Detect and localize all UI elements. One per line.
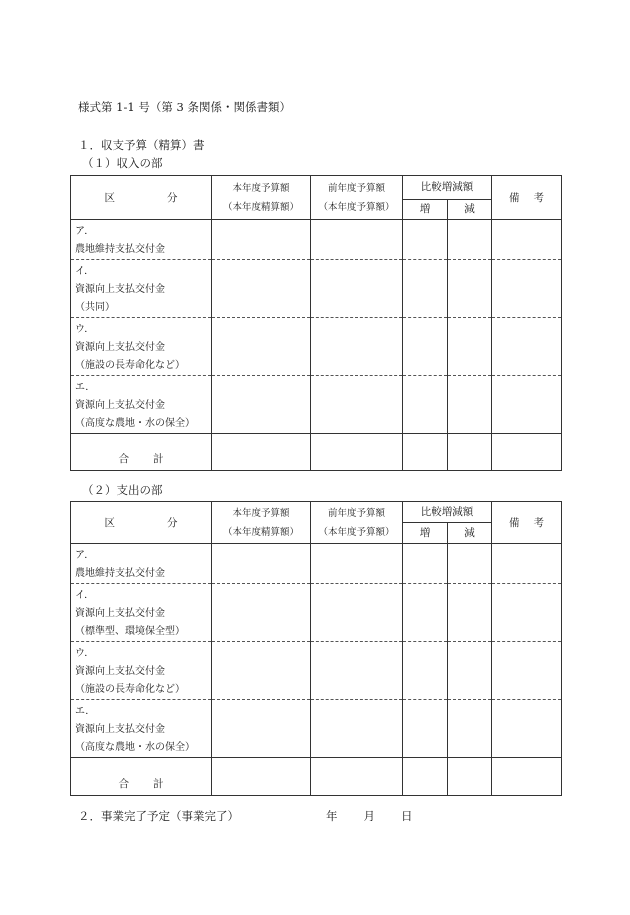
table-row [71, 376, 562, 434]
total-row [71, 434, 562, 471]
comparison-header: 比較増減額 [403, 176, 492, 200]
category-header: 区 分 [71, 176, 212, 220]
form-number: 様式第 1-1 号（第 3 条関係・関係書類） [78, 100, 291, 114]
row-label: エ． 資源向上支払交付金 （高度な農地・水の保全） [71, 376, 212, 434]
row-label: エ． 資源向上支払交付金 （高度な農地・水の保全） [71, 700, 212, 758]
table-row [71, 544, 562, 584]
table-row [71, 260, 562, 318]
section1-title: １．収支予算（精算）書 [78, 138, 205, 152]
decrease-header: 減 [448, 523, 492, 544]
comparison-header: 比較増減額 [403, 502, 492, 523]
remarks-header: 備 考 [492, 502, 562, 544]
date-month: 月 [363, 809, 375, 823]
increase-header: 増 [403, 523, 448, 544]
this-year-header: 本年度予算額 （本年度精算額） [212, 502, 311, 544]
category-header: 区 分 [71, 502, 212, 544]
decrease-header: 減 [448, 200, 492, 220]
total-label: 合 計 [71, 434, 212, 471]
row-label: ウ． 資源向上支払交付金 （施設の長寿命化など） [71, 642, 212, 700]
table-row [71, 220, 562, 260]
row-label: ア． 農地維持支払交付金 [71, 220, 212, 260]
expense-title: （２）支出の部 [82, 483, 163, 497]
expense-table [70, 501, 562, 796]
total-label: 合 計 [71, 758, 212, 796]
remarks-header: 備 考 [492, 176, 562, 220]
completion-date [326, 809, 413, 823]
section2-title: ２．事業完了予定（事業完了） [78, 809, 239, 823]
prev-year-header: 前年度予算額 （本年度予算額） [311, 176, 403, 220]
date-day: 日 [401, 809, 413, 823]
row-label: イ． 資源向上支払交付金 （標準型、環境保全型） [71, 584, 212, 642]
total-row [71, 758, 562, 796]
this-year-header: 本年度予算額 （本年度精算額） [212, 176, 311, 220]
row-label: ウ． 資源向上支払交付金 （施設の長寿命化など） [71, 318, 212, 376]
table-row [71, 642, 562, 700]
table-row [71, 700, 562, 758]
row-label: イ． 資源向上支払交付金 （共同） [71, 260, 212, 318]
income-title: （１）収入の部 [82, 156, 163, 170]
date-year: 年 [326, 809, 338, 823]
table-row [71, 318, 562, 376]
prev-year-header: 前年度予算額 （本年度予算額） [311, 502, 403, 544]
increase-header: 増 [403, 200, 448, 220]
income-table [70, 175, 562, 471]
table-row [71, 584, 562, 642]
row-label: ア． 農地維持支払交付金 [71, 544, 212, 584]
